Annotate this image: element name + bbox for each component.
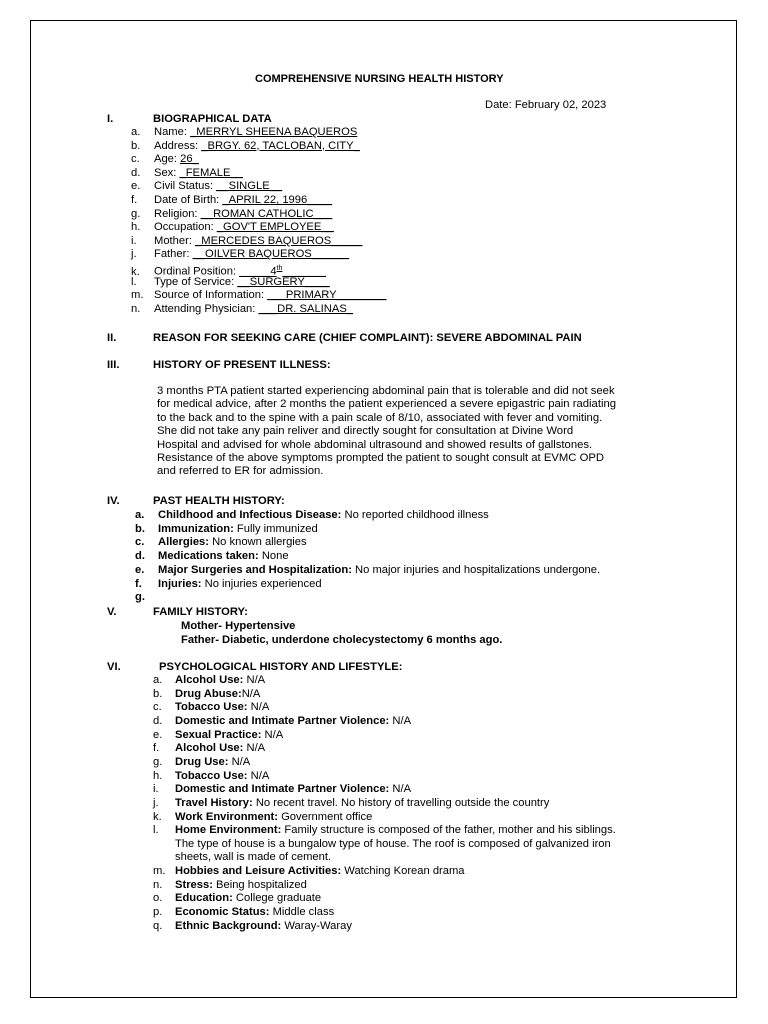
item-letter: c. (135, 536, 145, 549)
item-value: __SINGLE__ (216, 180, 283, 193)
item-letter: c. (153, 701, 162, 714)
item-label: Ethnic Background: (175, 919, 282, 932)
item-label: Travel History: (175, 796, 253, 809)
lifestyle-item (153, 742, 265, 755)
section-2-heading: REASON FOR SEEKING CARE (CHIEF COMPLAINT): SEVERE ABDOMINAL PAIN (153, 332, 582, 344)
past-history-item (135, 509, 489, 522)
item-value: __ROMAN CATHOLIC___ (200, 207, 333, 220)
biographical-item (131, 289, 386, 302)
item-label: Source of Information: (154, 289, 268, 302)
ordinal-superscript: th (276, 265, 283, 272)
item-value: No reported childhood illness (341, 509, 489, 521)
lifestyle-item (153, 824, 616, 837)
item-label: Education: (175, 892, 233, 905)
item-letter: b. (135, 522, 145, 535)
item-label: Allergies: (158, 536, 209, 549)
past-history-item (135, 578, 322, 591)
item-value: None (258, 550, 289, 563)
item-value: N/A (247, 701, 270, 714)
item-label: Sex: (154, 166, 180, 179)
section-5-number: V. (107, 606, 117, 618)
item-letter: g. (135, 591, 145, 604)
item-label: Attending Physician: (154, 302, 259, 315)
item-value: No injuries experienced (201, 577, 322, 590)
item-label: Address: (154, 139, 202, 152)
biographical-item (131, 221, 334, 234)
item-label: Religion: (154, 207, 201, 220)
present-illness-paragraph (157, 385, 717, 479)
item-letter: j. (153, 796, 159, 809)
item-label: Type of Service: (154, 275, 238, 288)
item-letter: d. (153, 714, 163, 727)
item-value: N/A (389, 714, 412, 727)
biographical-item (131, 126, 357, 139)
item-value: ___PRIMARY________ (267, 289, 387, 302)
item-letter: b. (131, 139, 141, 152)
item-letter: a. (153, 674, 163, 686)
item-letter: k. (131, 265, 140, 278)
item-label: Tobacco Use: (175, 769, 248, 782)
item-value: sheets, wall is made of cement. (175, 851, 332, 864)
lifestyle-item (153, 688, 260, 701)
item-letter: i. (153, 783, 159, 796)
item-letter: i. (131, 234, 137, 247)
lifestyle-item (153, 892, 321, 905)
item-label: Tobacco Use: (175, 701, 248, 714)
item-value: Watching Korean drama (341, 865, 465, 878)
lifestyle-item (153, 879, 307, 892)
item-value: N/A (243, 742, 266, 755)
item-value: __OILVER BAQUEROS______ (192, 248, 350, 261)
item-label: Mother: (154, 234, 196, 247)
paragraph-line: She did not take any pain reliver and directly sought for consultation at Divine Word (157, 425, 574, 438)
item-value: Family structure is composed of the father, mother and his siblings. (281, 824, 616, 837)
item-letter: n. (153, 878, 163, 891)
item-label: Drug Use: (175, 755, 229, 768)
past-history-item (135, 536, 307, 549)
lifestyle-item (153, 906, 334, 919)
biographical-item (131, 153, 199, 166)
item-letter: f. (131, 194, 138, 206)
document-date: Date: February 02, 2023 (485, 99, 607, 111)
item-value: _MERCEDES BAQUEROS_____ (195, 234, 363, 247)
past-history-item (135, 564, 600, 577)
item-value: Waray-Waray (281, 919, 352, 932)
item-letter: n. (131, 302, 141, 315)
past-history-item (135, 591, 158, 604)
section-3-number: III. (107, 359, 120, 371)
paragraph-line: Resistance of the above symptoms prompted the patient to sought consult at EVMC OPD (157, 452, 605, 465)
ordinal-underline: _______ (282, 265, 326, 278)
section-2-number: II. (107, 332, 117, 344)
item-label: Hobbies and Leisure Activities: (175, 865, 342, 878)
item-value: Fully immunized (233, 522, 318, 535)
lifestyle-item (153, 729, 283, 742)
item-label: Occupation: (154, 221, 217, 234)
item-value: College graduate (232, 892, 322, 905)
lifestyle-item (153, 920, 352, 933)
section-4-number: IV. (107, 495, 120, 507)
item-letter: a. (135, 509, 145, 521)
document-title: COMPREHENSIVE NURSING HEALTH HISTORY (255, 73, 504, 85)
past-history-item (135, 550, 289, 563)
lifestyle-item (153, 756, 250, 769)
item-letter: h. (131, 221, 141, 234)
item-label: Domestic and Intimate Partner Violence: (175, 714, 390, 727)
item-value: Middle class (269, 906, 335, 919)
lifestyle-item (153, 797, 549, 810)
item-letter: j. (131, 248, 137, 261)
paragraph-line: 3 months PTA patient started experiencing abdominal pain that is tolerable and did not seek (157, 385, 615, 397)
item-label: Alcohol Use: (175, 674, 244, 686)
item-value: _BRGY. 62, TACLOBAN, CITY_ (201, 139, 360, 152)
item-letter: m. (131, 289, 144, 302)
biographical-item (131, 248, 349, 261)
item-label: Drug Abuse: (175, 687, 242, 700)
biographical-item (131, 276, 330, 289)
item-letter: l. (153, 824, 159, 837)
section-1-number: I. (107, 113, 114, 125)
section-3-heading: HISTORY OF PRESENT ILLNESS: (153, 359, 331, 371)
lifestyle-item (153, 674, 265, 687)
item-value: _GOV'T EMPLOYEE__ (216, 221, 334, 234)
item-letter: g. (153, 755, 163, 768)
item-letter: b. (153, 687, 163, 700)
lifestyle-item (153, 770, 269, 783)
item-value: Government office (277, 810, 373, 823)
paragraph-line: for medical advice, after 2 months the patient experienced a severe epigastric pain radiating (157, 398, 617, 411)
item-value: N/A (228, 755, 251, 768)
biographical-item (131, 180, 282, 193)
section-6-heading: PSYCHOLOGICAL HISTORY AND LIFESTYLE: (159, 661, 403, 673)
paragraph-line: to the back and to the spine with a pain scale of 8/10, associated with fever and vomiting. (157, 411, 603, 424)
item-label: Economic Status: (175, 906, 270, 919)
item-label: Father: (154, 248, 193, 261)
section-6-number: VI. (107, 661, 121, 673)
biographical-item (131, 167, 243, 180)
item-label: Date of Birth: (154, 194, 223, 206)
biographical-item (131, 194, 332, 207)
item-value: N/A (261, 728, 284, 741)
lifestyle-item (153, 783, 411, 796)
item-letter: m. (153, 865, 166, 878)
item-letter: l. (131, 275, 137, 288)
item-letter: f. (153, 742, 160, 755)
item-value: ___DR. SALINAS_ (258, 302, 354, 315)
section-4-heading: PAST HEALTH HISTORY: (153, 495, 285, 507)
section-1-heading: BIOGRAPHICAL DATA (153, 113, 272, 125)
item-letter: o. (153, 892, 163, 905)
lifestyle-item (153, 715, 411, 728)
paragraph-line: Hospital and advised for whole abdominal ultrasound and showed results of gallstones. (157, 438, 593, 451)
item-letter: d. (131, 166, 141, 179)
lifestyle-item (153, 865, 465, 878)
biographical-item (131, 208, 332, 221)
biographical-item (131, 235, 362, 248)
item-letter: a. (131, 126, 141, 138)
item-label: Medications taken: (158, 550, 259, 563)
lifestyle-item (153, 838, 611, 851)
item-value: N/A (243, 674, 266, 686)
item-value: No recent travel. No history of travelling outside the country (252, 796, 550, 809)
item-value: N/A (247, 769, 270, 782)
family-history-father: Father- Diabetic, underdone cholecystectomy 6 months ago. (181, 634, 503, 646)
family-history-mother: Mother- Hypertensive (181, 620, 296, 632)
section-5-heading: FAMILY HISTORY: (153, 606, 248, 618)
item-label: Civil Status: (154, 180, 217, 193)
item-label: Ordinal Position: (154, 265, 240, 278)
item-value: 26_ (180, 153, 199, 166)
item-value: _APRIL 22, 1996____ (222, 194, 333, 206)
item-label: Alcohol Use: (175, 742, 244, 755)
lifestyle-item (153, 811, 372, 824)
item-letter: g. (131, 207, 141, 220)
item-letter: f. (135, 577, 142, 590)
item-letter: c. (131, 153, 140, 166)
item-label: Work Environment: (175, 810, 278, 823)
item-label: Major Surgeries and Hospitalization: (158, 563, 352, 576)
item-label: Immunization: (158, 522, 234, 535)
item-value: __SURGERY____ (237, 275, 330, 288)
item-value: The type of house is a bungalow type of house. The roof is composed of galvanized iron (175, 837, 611, 850)
item-value: Being hospitalized (212, 878, 307, 891)
item-label: Domestic and Intimate Partner Violence: (175, 783, 390, 796)
item-label: Sexual Practice: (175, 728, 262, 741)
lifestyle-item (153, 701, 269, 714)
item-value: No major injuries and hospitalizations undergone. (351, 563, 601, 576)
item-letter: k. (153, 810, 162, 823)
item-value: No known allergies (208, 536, 307, 549)
item-label: Childhood and Infectious Disease: (158, 509, 342, 521)
paragraph-line: and referred to ER for admission. (157, 465, 324, 478)
item-label: Home Environment: (175, 824, 282, 837)
item-value: _____4 (239, 265, 277, 278)
item-letter: h. (153, 769, 163, 782)
biographical-item (131, 303, 353, 316)
item-letter: p. (153, 906, 163, 919)
item-letter: e. (131, 180, 141, 193)
lifestyle-item (153, 851, 331, 864)
item-value: _FEMALE__ (179, 166, 243, 179)
item-letter: e. (135, 563, 145, 576)
item-letter: e. (153, 728, 163, 741)
item-label: Name: (154, 126, 191, 138)
item-letter: d. (135, 550, 145, 563)
item-label: Injuries: (158, 577, 202, 590)
biographical-item (131, 140, 360, 153)
item-label: Stress: (175, 878, 213, 891)
item-value: _MERRYL SHEENA BAQUEROS (190, 126, 358, 138)
item-value: N/A (389, 783, 412, 796)
item-value: N/A (241, 687, 261, 700)
past-history-item (135, 523, 318, 536)
item-label: Age: (154, 153, 181, 166)
item-letter: q. (153, 919, 163, 932)
